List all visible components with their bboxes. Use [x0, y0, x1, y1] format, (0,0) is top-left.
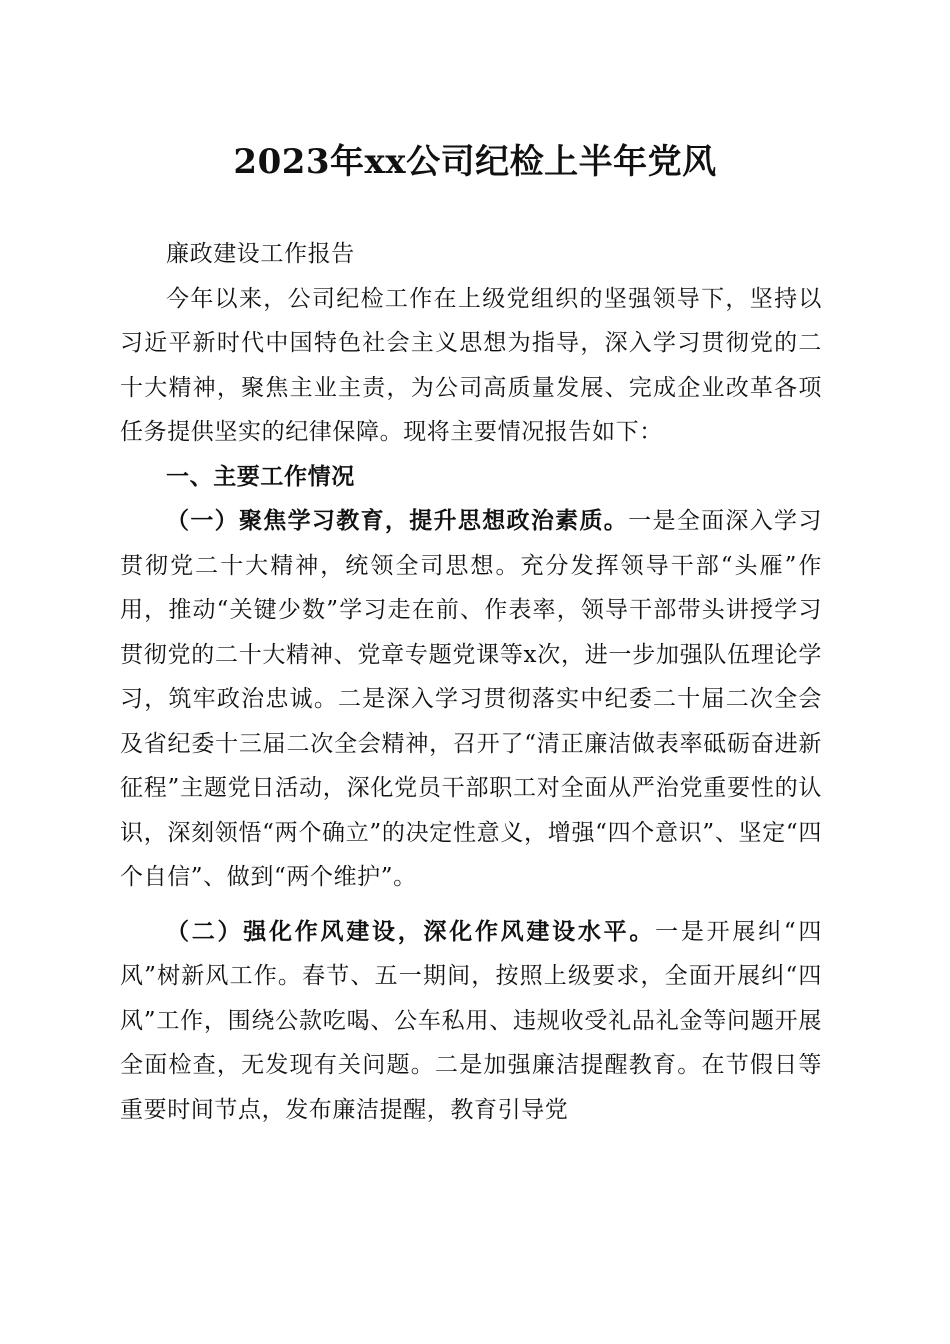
paragraph-2-lead: （二）强化作风建设，深化作风建设水平。: [166, 917, 656, 945]
document-subtitle: 廉政建设工作报告: [166, 241, 355, 267]
paragraph-2: [120, 910, 822, 1133]
section-heading: 一、主要工作情况: [166, 463, 355, 490]
paragraph-1: [120, 499, 822, 900]
document-title: 2023年xx公司纪检上半年党风: [233, 142, 717, 182]
paragraph-2-body: 一是开展纠“四风”树新风工作。春节、五一期间，按照上级要求，全面开展纠“四风”工作，围绕公款吃喝、公车私用、违规收受礼品礼金等问题开展全面检查，无发现有关问题。二是加强廉洁提醒教育。在节假日等重要时间节点，发布廉洁提醒，教育引导党: [120, 918, 822, 1123]
document-body: [120, 232, 822, 1132]
intro-paragraph: 今年以来，公司纪检工作在上级党组织的坚强领导下，坚持以习近平新时代中国特色社会主义思想为指导，深入学习贯彻党的二十大精神，聚焦主业主责，为公司高质量发展、完成企业改革各项任务提供坚实的纪律保障。现将主要情况报告如下：: [120, 285, 822, 445]
paragraph-1-body: 一是全面深入学习贯彻党二十大精神，统领全司思想。充分发挥领导干部“头雁”作用，推动“关键少数”学习走在前、作表率，领导干部带头讲授学习贯彻党的二十大精神、党章专题党课等x次，进一步加强队伍理论学习，筑牢政治忠诚。二是深入学习贯彻落实中纪委二十届二次全会及省纪委十三届二次全会精神，召开了“清正廉洁做表率砥砺奋进新征程”主题党日活动，深化党员干部职工对全面从严治党重要性的认识，深刻领悟“两个确立”的决定性意义，增强“四个意识”、坚定“四个自信”、做到“两个维护”。: [120, 508, 822, 890]
paragraph-1-lead: （一）聚焦学习教育，提升思想政治素质。: [166, 507, 629, 534]
